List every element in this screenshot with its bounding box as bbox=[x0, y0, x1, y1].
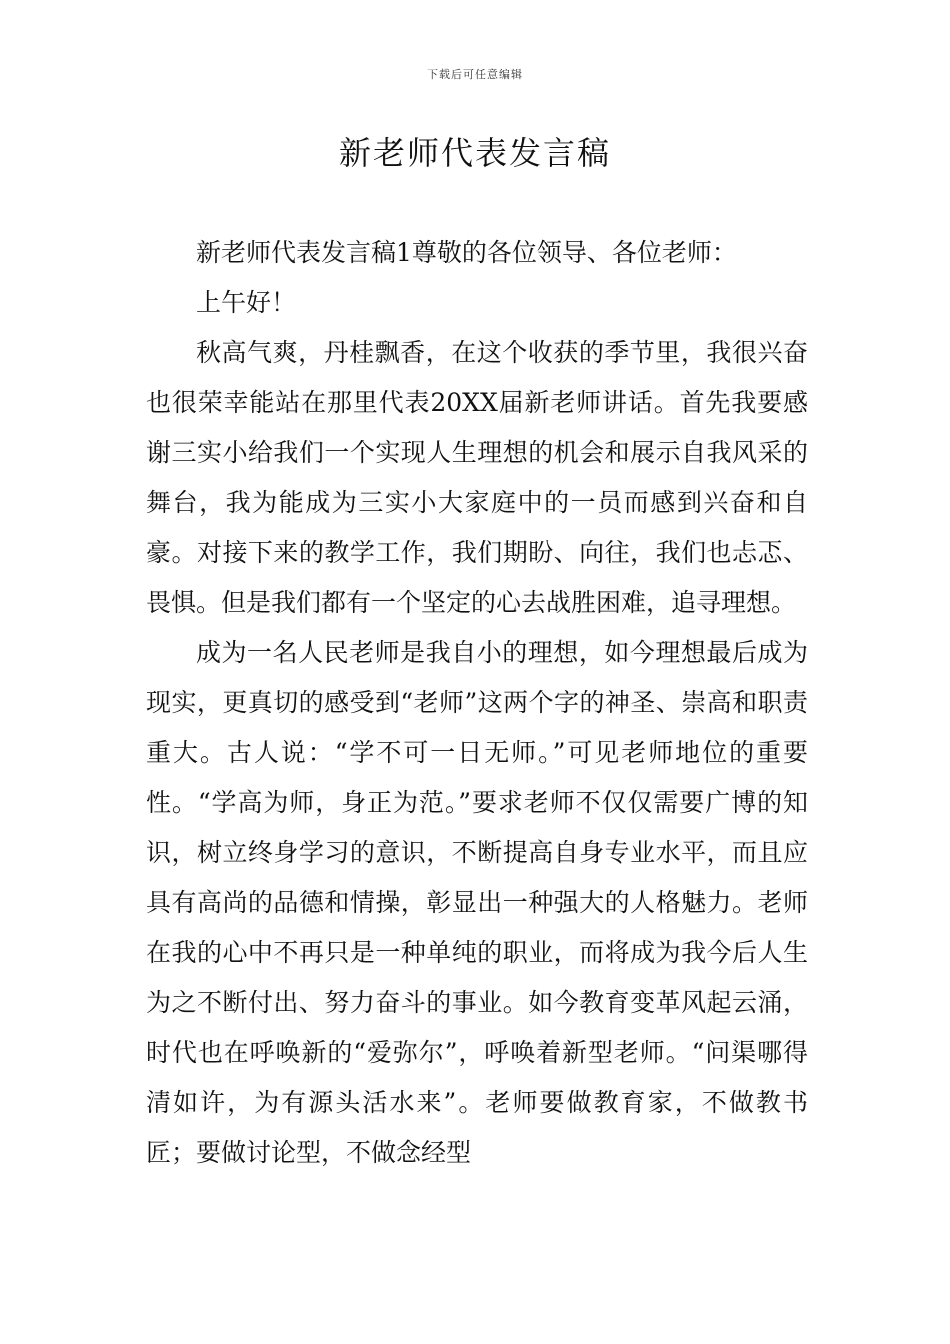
header-note: 下载后可任意编辑 bbox=[427, 68, 523, 81]
document-body bbox=[146, 228, 808, 1178]
document-title: 新老师代表发言稿 bbox=[338, 134, 611, 172]
paragraph-ideal: 成为一名人民老师是我自小的理想，如今理想最后成为现实，更真切的感受到“老师”这两个字的神圣、崇高和职责重大。古人说：“学不可一日无师。”可见老师地位的重要性。“学高为师，身正为范。”要求老师不仅仅需要广博的知识，树立终身学习的意识，不断提高自身专业水平，而且应具有高尚的品德和情操，彰显出一种强大的人格魅力。老师在我的心中不再只是一种单纯的职业，而将成为我今后人生为之不断付出、努力奋斗的事业。如今教育变革风起云涌，时代也在呼唤新的“爱弥尔”，呼唤着新型老师。“问渠哪得清如许，为有源头活水来”。老师要做教育家，不做教书匠；要做讨论型，不做念经型 bbox=[146, 638, 808, 1167]
paragraph-greeting: 新老师代表发言稿1尊敬的各位领导、各位老师： bbox=[196, 238, 737, 267]
paragraph-salutation: 上午好！ bbox=[196, 288, 297, 317]
paragraph-intro: 秋高气爽，丹桂飘香，在这个收获的季节里，我很兴奋也很荣幸能站在那里代表20XX届新老师讲话。首先我要感谢三实小给我们一个实现人生理想的机会和展示自我风采的舞台，我为能成为三实小大家庭中的一员而感到兴奋和自豪。对接下来的教学工作，我们期盼、向往，我们也忐忑、畏惧。但是我们都有一个坚定的心去战胜困难，追寻理想。 bbox=[146, 338, 808, 617]
